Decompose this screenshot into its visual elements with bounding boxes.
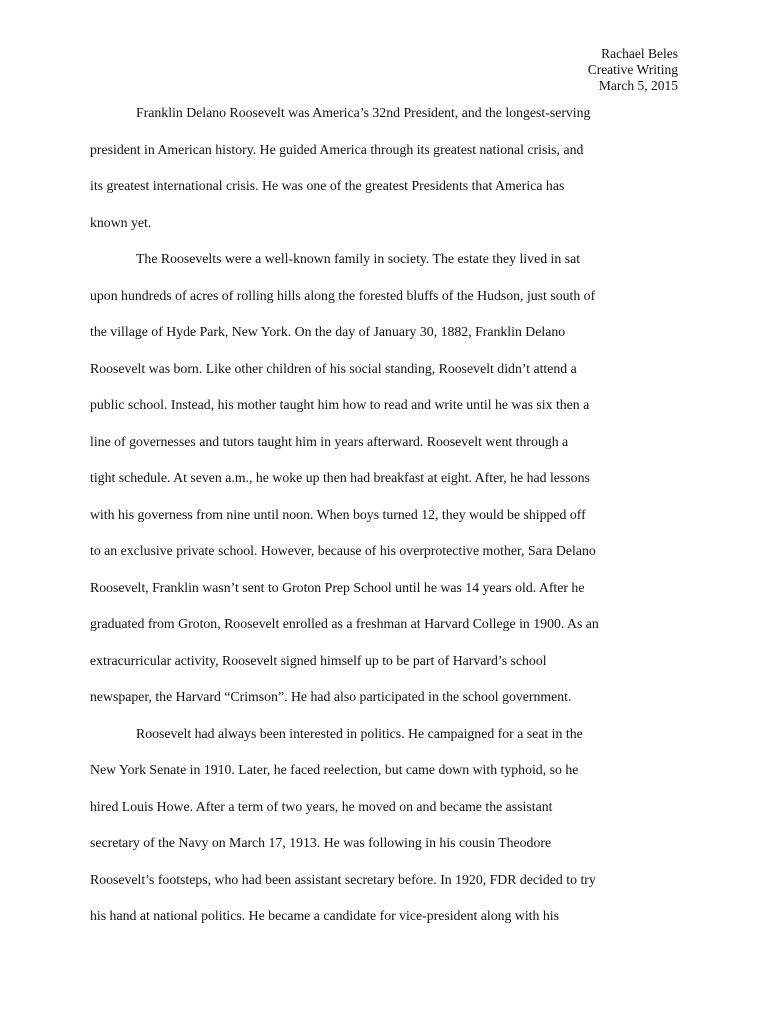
text-line: tight schedule. At seven a.m., he woke up then had breakfast at eight. After, he had lessons	[90, 470, 590, 485]
text-line: Roosevelt, Franklin wasn’t sent to Groton Prep School until he was 14 years old. After he	[90, 579, 585, 595]
author-name: Rachael Beles	[601, 46, 678, 61]
text-line: hired Louis Howe. After a term of two years, he moved on and became the assistant	[90, 798, 553, 814]
text-line: its greatest international crisis. He was one of the greatest Presidents that America has	[90, 178, 565, 193]
text-line: line of governesses and tutors taught him in years afterward. Roosevelt went through a	[90, 433, 569, 449]
text-line: secretary of the Navy on March 17, 1913. He was following in his cousin Theodore	[90, 835, 552, 850]
text-line: Roosevelt’s footsteps, who had been assistant secretary before. In 1920, FDR decided to try	[90, 871, 596, 887]
text-line: extracurricular activity, Roosevelt signed himself up to be part of Harvard’s school	[90, 652, 547, 668]
text-line: newspaper, the Harvard “Crimson”. He had also participated in the school government.	[90, 689, 572, 704]
text-line: graduated from Groton, Roosevelt enrolled as a freshman at Harvard College in 1900. As an	[90, 616, 599, 631]
header-block	[588, 46, 678, 94]
text-line: upon hundreds of acres of rolling hills along the forested bluffs of the Hudson, just south of	[90, 287, 596, 303]
text-line: known yet.	[90, 214, 152, 230]
text-line: his hand at national politics. He became a candidate for vice-president along with his	[90, 908, 559, 923]
text-line: president in American history. He guided America through its greatest national crisis, and	[90, 141, 584, 157]
paragraph	[90, 241, 680, 716]
text-line: New York Senate in 1910. Later, he faced reelection, but came down with typhoid, so he	[90, 762, 579, 777]
text-line: with his governess from nine until noon. When boys turned 12, they would be shipped off	[90, 506, 586, 522]
document-date: March 5, 2015	[598, 78, 678, 93]
paragraph	[90, 716, 680, 935]
text-line: to an exclusive private school. However, because of his overprotective mother, Sara Delano	[90, 543, 596, 558]
document-body	[90, 95, 680, 935]
text-line: Roosevelt was born. Like other children of his social standing, Roosevelt didn’t attend a	[90, 360, 577, 376]
text-line: Roosevelt had always been interested in politics. He campaigned for a seat in the	[136, 725, 583, 741]
text-line: The Roosevelts were a well-known family in society. The estate they lived in sat	[136, 251, 581, 266]
text-line: Franklin Delano Roosevelt was America’s 32nd President, and the longest-serving	[136, 105, 591, 120]
paragraph	[90, 95, 680, 241]
text-line: the village of Hyde Park, New York. On the day of January 30, 1882, Franklin Delano	[90, 324, 566, 339]
course-name: Creative Writing	[587, 62, 678, 77]
text-line: public school. Instead, his mother taught him how to read and write until he was six then a	[90, 397, 590, 412]
